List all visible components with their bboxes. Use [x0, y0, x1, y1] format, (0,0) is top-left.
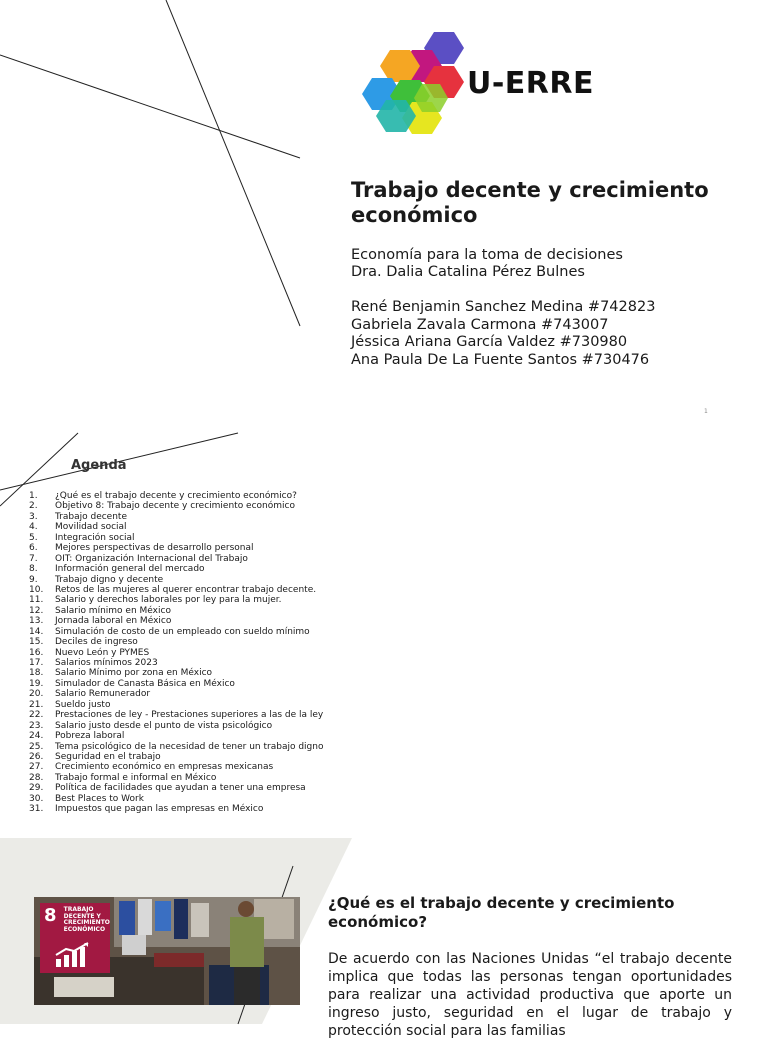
agenda-item-number: 14.: [29, 626, 44, 637]
logo-text: U-ERRE: [467, 66, 594, 101]
agenda-item: [29, 783, 323, 793]
agenda-item-number: 5.: [29, 532, 38, 543]
agenda-item-text: Salario mínimo en México: [55, 605, 171, 616]
agenda-item: [29, 533, 323, 543]
agenda-item-text: Trabajo decente: [55, 511, 127, 522]
agenda-item: [29, 742, 323, 752]
agenda-item-number: 30.: [29, 793, 44, 804]
definition-slide: [0, 838, 768, 1039]
agenda-item-text: Trabajo digno y decente: [55, 574, 164, 585]
presentation-title: Trabajo decente y crecimiento económico: [351, 178, 709, 227]
agenda-item-text: Simulador de Canasta Básica en México: [55, 678, 235, 689]
agenda-item-number: 27.: [29, 762, 44, 773]
agenda-item-text: Tema psicológico de la necesidad de tener un trabajo digno: [55, 741, 324, 752]
agenda-item-number: 24.: [29, 731, 44, 742]
agenda-item: [29, 679, 323, 689]
agenda-item: [29, 731, 323, 741]
agenda-item: [29, 721, 323, 731]
agenda-item: [29, 689, 323, 699]
agenda-item-text: Impuestos que pagan las empresas en México: [55, 804, 264, 815]
agenda-item: [29, 575, 323, 585]
agenda-item-text: Salario Remunerador: [55, 689, 151, 700]
agenda-item-number: 6.: [29, 543, 38, 554]
agenda-item-text: Sueldo justo: [55, 699, 111, 710]
author: Ana Paula De La Fuente Santos #730476: [351, 351, 650, 368]
agenda-item-text: Simulación de costo de un empleado con sueldo mínimo: [55, 626, 310, 637]
agenda-item: [29, 501, 323, 511]
agenda-item-text: OIT: Organización Internacional del Trabajo: [55, 553, 248, 564]
agenda-item-number: 25.: [29, 741, 44, 752]
agenda-item: [29, 773, 323, 783]
author: Jéssica Ariana García Valdez #730980: [351, 334, 628, 350]
agenda-item-number: 20.: [29, 689, 44, 700]
agenda-item-number: 13.: [29, 616, 44, 627]
page-number: 1: [704, 408, 708, 415]
author-list: [351, 299, 655, 369]
agenda-item: [29, 606, 323, 616]
agenda-item-text: Objetivo 8: Trabajo decente y crecimiento económico: [55, 501, 295, 512]
agenda-item-number: 4.: [29, 522, 38, 533]
sdg8-photo: [34, 897, 300, 1005]
agenda-item-text: Política de facilidades que ayudan a tener una empresa: [55, 783, 306, 794]
agenda-item-number: 22.: [29, 710, 44, 721]
agenda-item-number: 7.: [29, 553, 38, 564]
agenda-item-text: Crecimiento económico en empresas mexicanas: [55, 762, 274, 773]
agenda-item-number: 17.: [29, 658, 44, 668]
agenda-item: [29, 794, 323, 804]
title-slide: [0, 0, 768, 424]
agenda-item-text: Retos de las mujeres al querer encontrar trabajo decente.: [55, 584, 317, 595]
slide-body: De acuerdo con las Naciones Unidas “el trabajo decente implica que todas las personas tengan oportunidades para realizar una actividad productiva que aporte un ingreso justo, seguridad en el lugar de trabajo y protección social para las familias: [328, 951, 732, 1039]
course-name: Economía para la toma de decisiones: [351, 247, 623, 263]
professor-name: Dra. Dalia Catalina Pérez Bulnes: [351, 264, 585, 280]
agenda-item-number: 9.: [29, 574, 38, 585]
agenda-item-text: Salario y derechos laborales por ley para la mujer.: [55, 595, 282, 606]
agenda-item-text: Integración social: [55, 532, 135, 543]
sdg8-badge: [40, 903, 110, 973]
agenda-item-number: 26.: [29, 751, 44, 762]
agenda-slide: [0, 428, 768, 838]
agenda-item-text: Pobreza laboral: [55, 731, 125, 742]
agenda-item-number: 29.: [29, 783, 44, 794]
agenda-item-number: 16.: [29, 647, 44, 658]
course-info: [351, 247, 623, 281]
agenda-item-text: Información general del mercado: [55, 564, 205, 575]
agenda-item: [29, 752, 323, 762]
agenda-item: [29, 627, 323, 637]
author: René Benjamin Sanchez Medina #742823: [351, 299, 656, 315]
agenda-item-text: Movilidad social: [55, 522, 127, 533]
agenda-item: [29, 658, 323, 668]
agenda-item: [29, 554, 323, 564]
agenda-item-number: 18.: [29, 668, 44, 679]
agenda-item: [29, 637, 323, 647]
agenda-list: [29, 491, 323, 815]
agenda-item: [29, 648, 323, 658]
agenda-item: [29, 512, 323, 522]
agenda-item-number: 15.: [29, 637, 44, 648]
agenda-item: [29, 543, 323, 553]
agenda-item-text: Mejores perspectivas de desarrollo personal: [55, 543, 254, 554]
agenda-item: [29, 585, 323, 595]
agenda-item: [29, 564, 323, 574]
agenda-item-number: 19.: [29, 678, 44, 689]
sdg-number: 8: [44, 905, 57, 926]
agenda-item: [29, 762, 323, 772]
agenda-item-text: Nuevo León y PYMES: [55, 647, 150, 658]
agenda-item-number: 3.: [29, 511, 38, 522]
agenda-item-number: 21.: [29, 699, 44, 710]
agenda-item-number: 2.: [29, 501, 38, 512]
agenda-item: [29, 804, 323, 814]
agenda-item-number: 8.: [29, 564, 38, 575]
agenda-item-text: Salario justo desde el punto de vista psicológico: [55, 720, 273, 731]
agenda-item: [29, 491, 323, 501]
agenda-item-text: Deciles de ingreso: [55, 637, 138, 648]
agenda-item-text: ¿Qué es el trabajo decente y crecimiento económico?: [55, 491, 297, 501]
agenda-item-text: Salarios mínimos 2023: [55, 658, 158, 668]
agenda-title: Agenda: [71, 458, 127, 473]
agenda-item-text: Seguridad en el trabajo: [55, 751, 161, 762]
agenda-item-text: Jornada laboral en México: [55, 616, 172, 627]
agenda-item-number: 23.: [29, 720, 44, 731]
agenda-item-text: Trabajo formal e informal en México: [55, 772, 217, 783]
slide-title: ¿Qué es el trabajo decente y crecimiento económico?: [328, 894, 675, 931]
agenda-item: [29, 700, 323, 710]
agenda-item-text: Salario Mínimo por zona en México: [55, 668, 213, 679]
sdg-label: TRABAJO DECENTE Y CRECIMIENTO ECONÓMICO: [63, 906, 110, 933]
agenda-item: [29, 710, 323, 720]
agenda-item: [29, 522, 323, 532]
agenda-item: [29, 595, 323, 605]
author: Gabriela Zavala Carmona #743007: [351, 316, 609, 333]
agenda-item-number: 1.: [29, 491, 38, 501]
growth-chart-icon: [54, 943, 92, 967]
agenda-item: [29, 668, 323, 678]
agenda-item-number: 12.: [29, 605, 44, 616]
agenda-item-text: Best Places to Work: [55, 793, 144, 804]
logo-mark-icon: [350, 28, 470, 148]
agenda-item: [29, 616, 323, 626]
agenda-item-number: 11.: [29, 595, 44, 606]
agenda-item-number: 28.: [29, 772, 44, 783]
agenda-item-number: 10.: [29, 584, 44, 595]
agenda-item-text: Prestaciones de ley - Prestaciones superiores a las de la ley: [55, 710, 324, 721]
agenda-item-number: 31.: [29, 804, 44, 815]
